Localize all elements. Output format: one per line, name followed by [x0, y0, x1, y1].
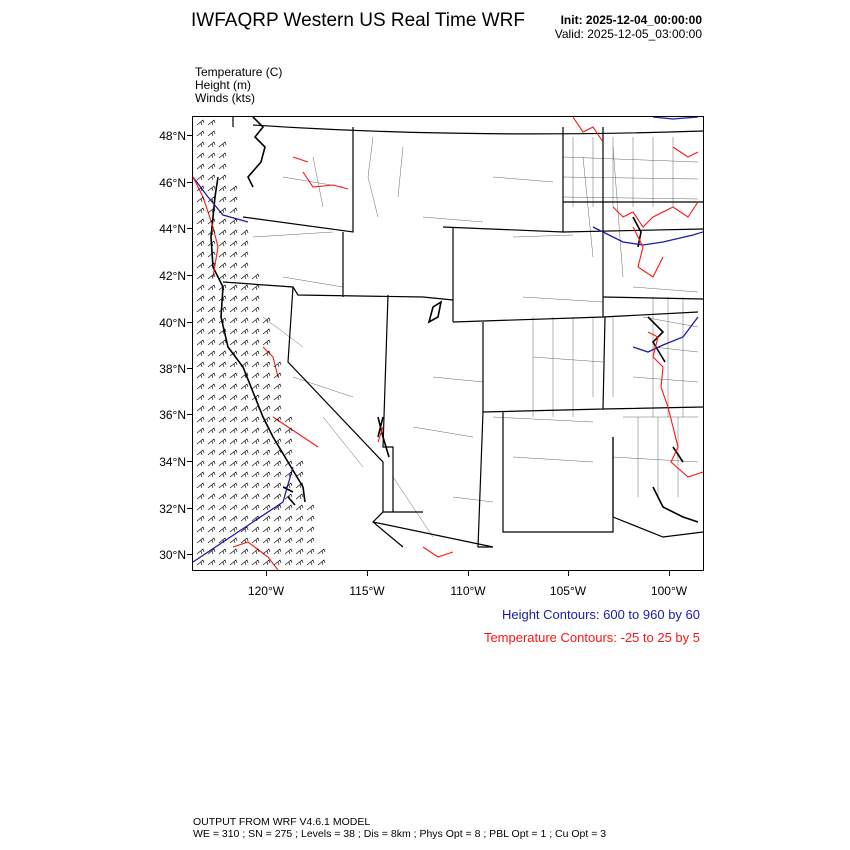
axis-tick [669, 570, 670, 576]
lat-label: 48°N [159, 129, 186, 143]
map-title: IWFAQRP Western US Real Time WRF [191, 10, 525, 31]
lat-label: 32°N [159, 502, 186, 516]
temperature-contours [193, 117, 703, 570]
model-config-label: WE = 310 ; SN = 275 ; Levels = 38 ; Dis = 8km ; Phys Opt = 8 ; PBL Opt = 1 ; Cu Opt = 3 [193, 828, 607, 840]
field-temperature-label: Temperature (C) [195, 65, 283, 79]
lat-label: 42°N [159, 269, 186, 283]
lat-label: 34°N [159, 455, 186, 469]
lat-label: 36°N [159, 408, 186, 422]
map-panel[interactable] [192, 116, 704, 571]
lon-label: 115°W [349, 584, 385, 598]
lat-label: 40°N [159, 316, 186, 330]
axis-tick [187, 275, 192, 276]
axis-tick [187, 182, 192, 183]
lon-label: 120°W [247, 584, 285, 598]
map-graphic [193, 117, 703, 570]
axis-tick [187, 414, 192, 415]
axis-tick [187, 508, 192, 509]
lat-label: 38°N [159, 362, 186, 376]
height-contours-legend: Height Contours: 600 to 960 by 60 [501, 607, 700, 622]
axis-tick [187, 228, 192, 229]
county-lines [253, 137, 698, 537]
axis-tick [187, 322, 192, 323]
lat-label: 44°N [159, 222, 186, 236]
init-time: Init: 2025-12-04_00:00:00 [560, 13, 702, 27]
axis-tick [187, 554, 192, 555]
state-borders [223, 117, 703, 547]
axis-tick [266, 570, 267, 576]
lon-label: 105°W [549, 584, 587, 598]
model-output-label: OUTPUT FROM WRF V4.6.1 MODEL [193, 816, 371, 828]
lon-label: 100°W [650, 584, 688, 598]
axis-tick [367, 570, 368, 576]
axis-tick [187, 461, 192, 462]
field-height-label: Height (m) [195, 78, 252, 92]
lat-label: 30°N [159, 548, 186, 562]
field-winds-label: Winds (kts) [195, 91, 255, 105]
lon-label: 110°W [450, 584, 486, 598]
temperature-contours-legend: Temperature Contours: -25 to 25 by 5 [483, 630, 700, 645]
valid-time: Valid: 2025-12-05_03:00:00 [554, 27, 702, 41]
axis-tick [187, 135, 192, 136]
lat-label: 46°N [159, 176, 186, 190]
axis-tick [568, 570, 569, 576]
axis-tick [468, 570, 469, 576]
axis-tick [187, 368, 192, 369]
